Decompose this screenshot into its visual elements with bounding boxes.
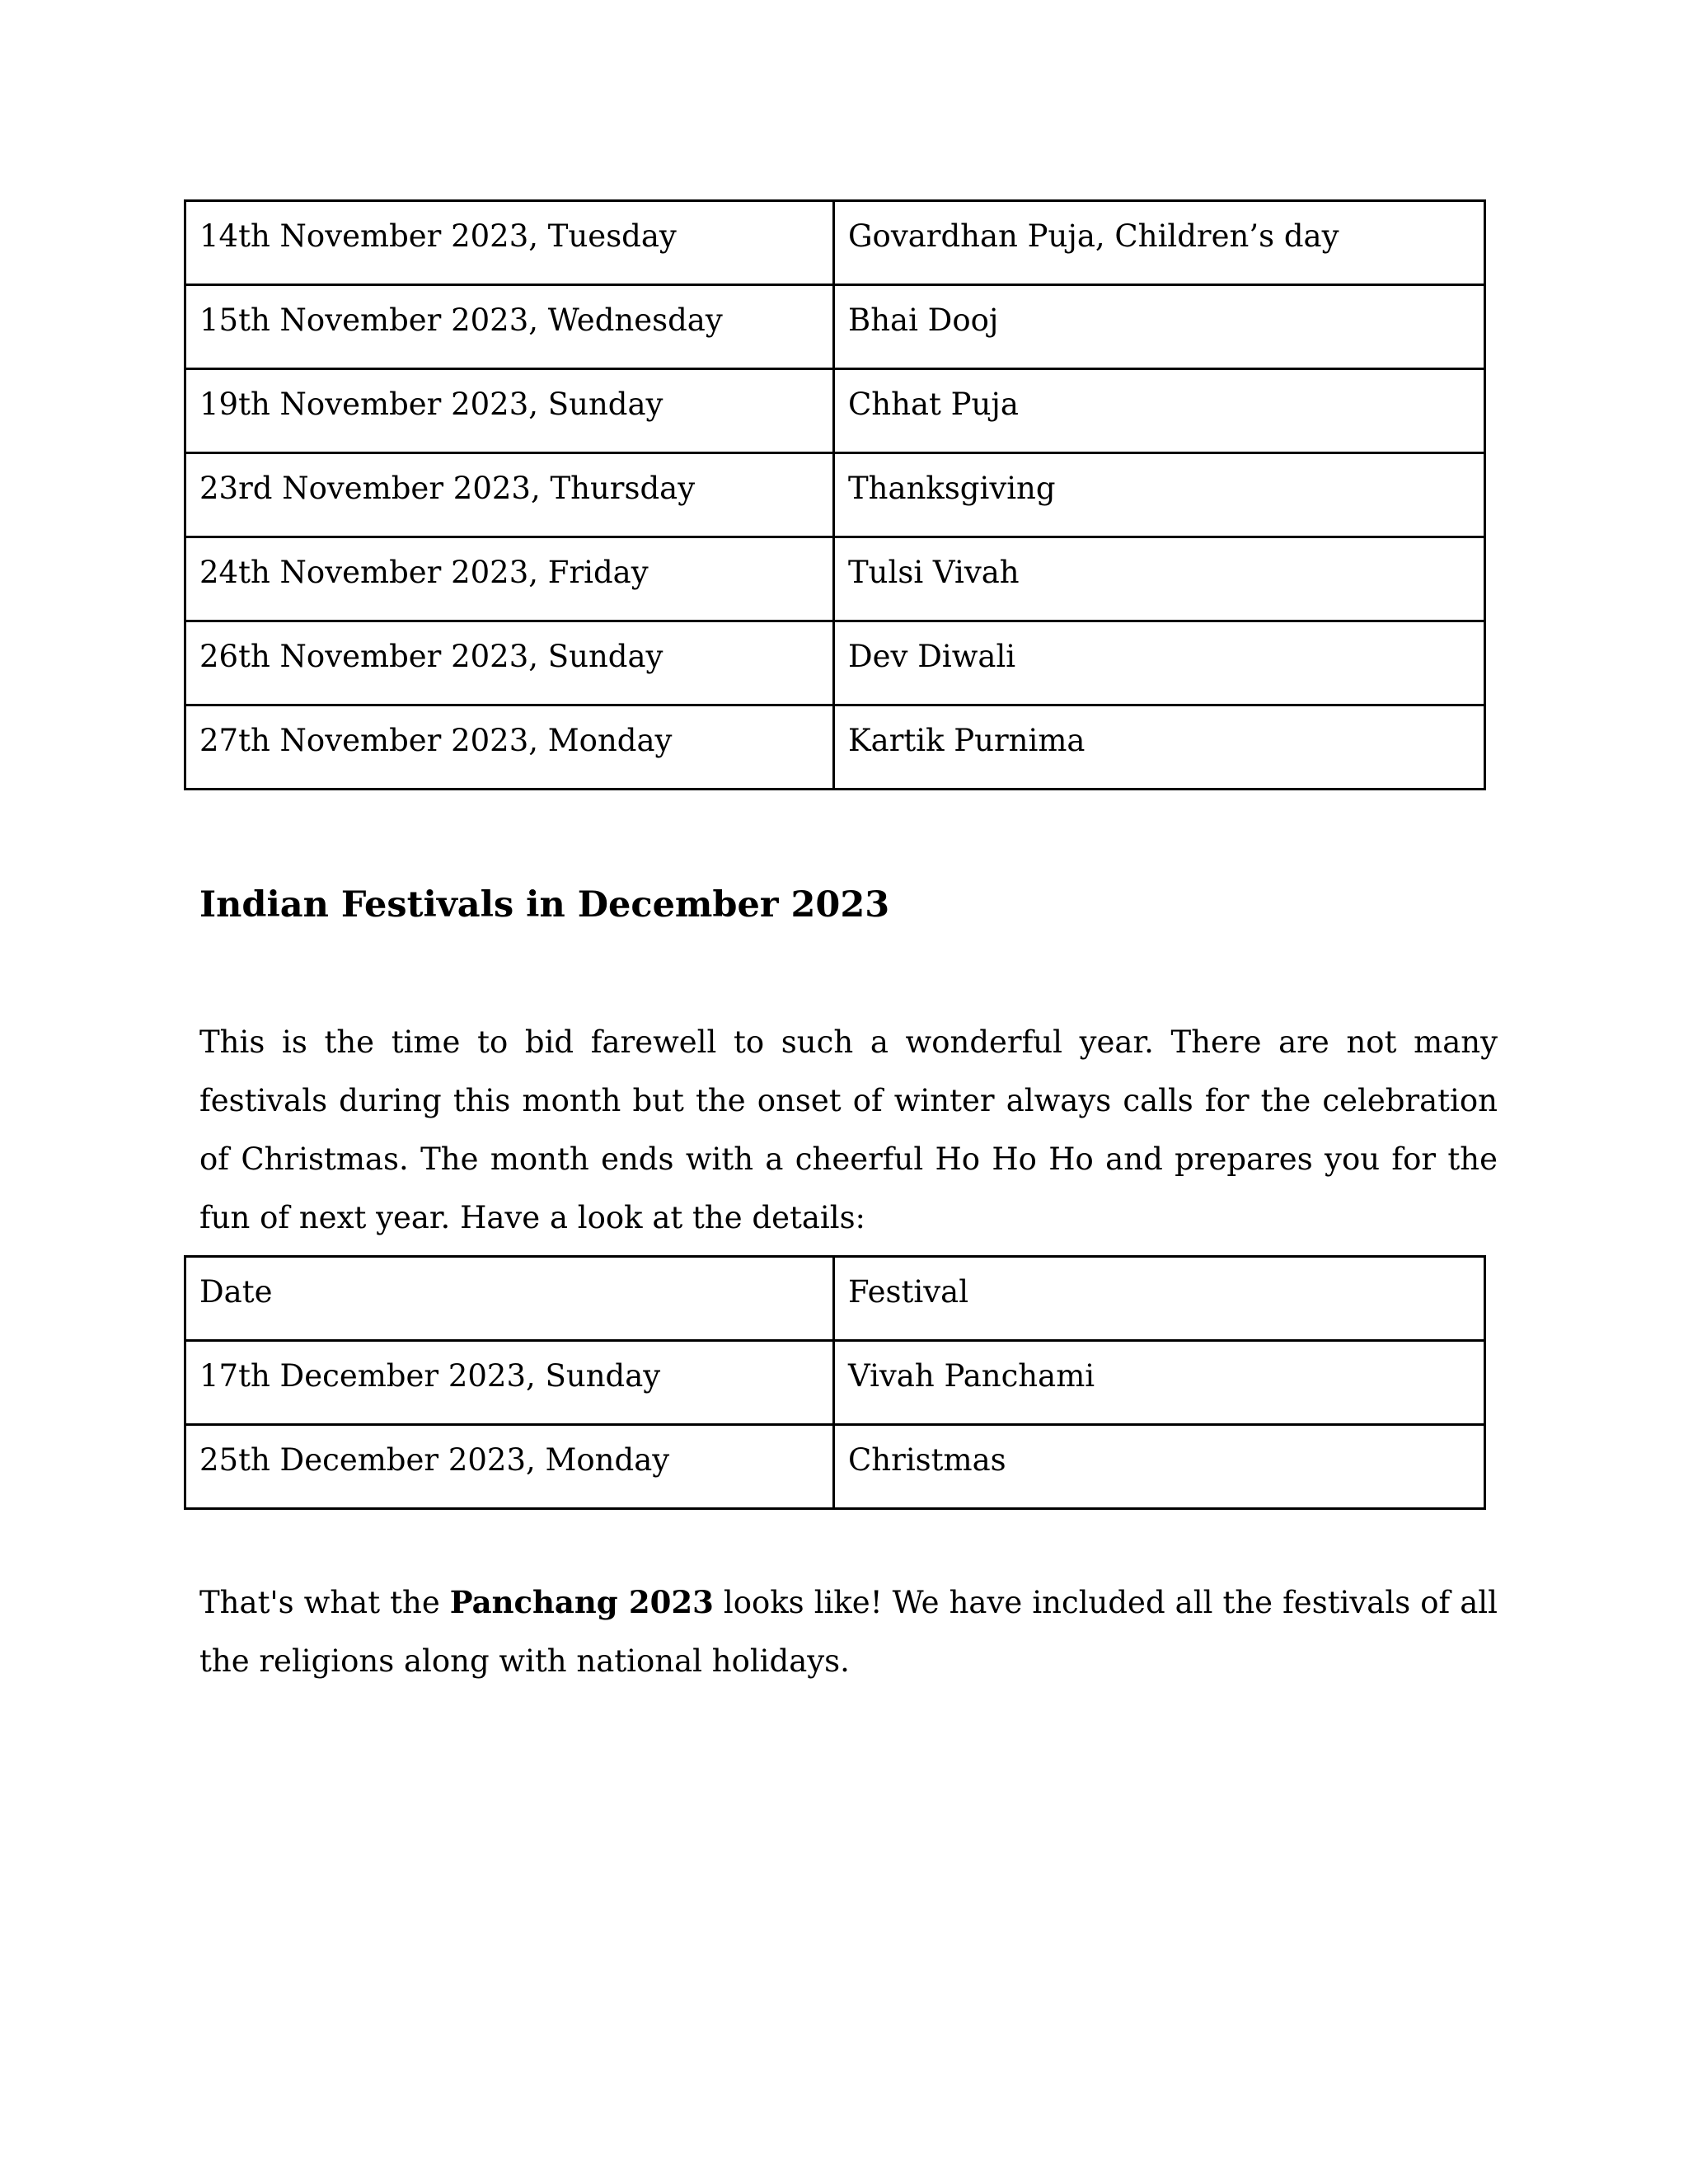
date-cell: 15th November 2023, Wednesday [185,285,834,369]
november-festival-table [184,199,1486,790]
date-cell: 23rd November 2023, Thursday [185,453,834,537]
table-row [185,369,1485,453]
date-cell: 26th November 2023, Sunday [185,621,834,705]
table-row [185,453,1485,537]
festival-cell: Chhat Puja [834,369,1485,453]
table-row [185,1425,1485,1509]
table-row [185,621,1485,705]
date-cell: 19th November 2023, Sunday [185,369,834,453]
date-cell: 17th December 2023, Sunday [185,1341,834,1425]
festival-cell: Govardhan Puja, Children’s day [834,201,1485,285]
december-festival-table [184,1255,1486,1510]
festival-cell: Tulsi Vivah [834,537,1485,621]
table-row [185,285,1485,369]
closing-paragraph [199,1573,1498,1690]
date-cell: 24th November 2023, Friday [185,537,834,621]
date-header-cell: Date [185,1257,834,1341]
panchang-emphasis: Panchang 2023 [449,1584,714,1620]
festival-header-cell: Festival [834,1257,1485,1341]
festival-cell: Dev Diwali [834,621,1485,705]
date-cell: 25th December 2023, Monday [185,1425,834,1509]
december-section-heading: Indian Festivals in December 2023 [199,884,890,926]
table-row [185,537,1485,621]
table-row [185,201,1485,285]
date-cell: 14th November 2023, Tuesday [185,201,834,285]
closing-text-end: looks like! We have included all the festivals of all the religions along with national holidays. [199,1585,1498,1679]
festival-cell: Christmas [834,1425,1485,1509]
table-row [185,1341,1485,1425]
december-intro-paragraph: This is the time to bid farewell to such a wonderful year. There are not many festivals during this month but the onset of winter always calls for the celebration of Christmas. The month ends with a cheerful Ho Ho Ho and prepares you for the fun of next year. Have a look at the details: [199,1024,1498,1235]
table-header-row [185,1257,1485,1341]
festival-cell: Thanksgiving [834,453,1485,537]
festival-cell: Vivah Panchami [834,1341,1485,1425]
festival-cell: Kartik Purnima [834,705,1485,790]
date-cell: 27th November 2023, Monday [185,705,834,790]
table-row [185,705,1485,790]
closing-text-start: That's what the [199,1585,450,1620]
festival-cell: Bhai Dooj [834,285,1485,369]
